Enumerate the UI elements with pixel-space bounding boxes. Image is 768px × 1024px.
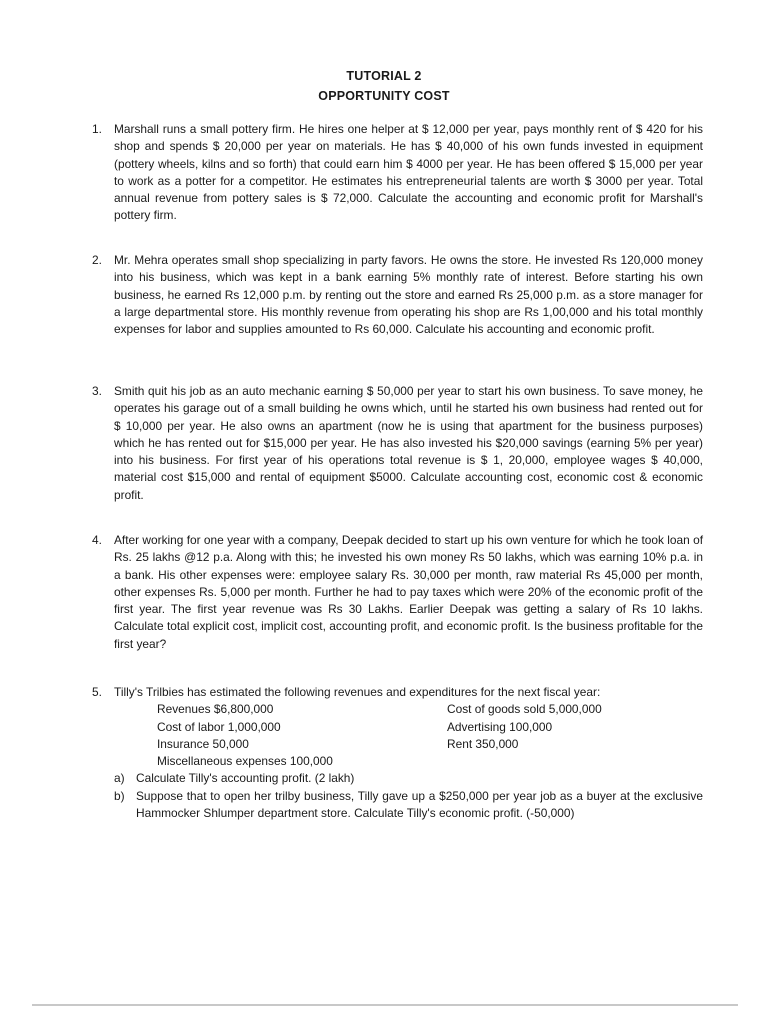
labor-item: Cost of labor 1,000,000 <box>157 719 281 734</box>
question-text: Tilly's Trilbies has estimated the following revenues and expenditures for the next fiscal year: <box>114 685 601 699</box>
sub-question-text: Calculate Tilly's accounting profit. (2 lakh) <box>136 771 355 786</box>
question-1 <box>92 121 703 225</box>
page-title: TUTORIAL 2 <box>346 69 422 83</box>
expense-row <box>92 736 703 753</box>
question-text: After working for one year with a company, Deepak decided to start up his own venture for which he took loan of Rs. 25 lakhs @12 p.a. Along with this; he invested his own money Rs 50 lakhs, which was earning 10% p.a. in a bank. His other expenses were: employee salary Rs. 30,000 per month, raw material Rs 45,000 per month, other expenses Rs. 5,000 per month. Further he had to pay taxes which were 20% of the economic profit of the first year. The first year revenue was Rs 30 Lakhs. Earlier Deepak was getting a salary of Rs 10 lakhs. Calculate total explicit cost, implicit cost, accounting profit, and economic profit. Is the business profitable for the first year? <box>114 533 703 651</box>
insurance-item: Insurance 50,000 <box>157 736 249 751</box>
question-number: 5. <box>92 685 102 699</box>
question-text: Mr. Mehra operates small shop specializing in party favors. He owns the store. He invested Rs 120,000 money into his business, which was kept in a bank earning 5% monthly rate of interest. Before starting his own business, he earned Rs 12,000 p.m. by renting out the store and earned Rs 25,000 p.m. as a store manager for a large departmental store. His monthly revenue from operating his shop are Rs 1,00,000 and his total monthly expenses for labor and supplies amounted to Rs 60,000. Calculate his accounting and economic profit. <box>114 253 703 337</box>
page-subtitle: OPPORTUNITY COST <box>318 89 450 103</box>
sub-question-b <box>114 788 703 823</box>
question-5 <box>92 684 703 822</box>
expense-row <box>92 701 703 718</box>
question-4 <box>92 532 703 653</box>
sub-question-label: a) <box>114 771 125 786</box>
rent-item: Rent 350,000 <box>447 736 519 751</box>
cogs-item: Cost of goods sold 5,000,000 <box>447 702 602 717</box>
sub-question-text: Suppose that to open her trilby business, Tilly gave up a $250,000 per year job as a buyer at the exclusive Hammocker Shlumper department store. Calculate Tilly's economic profit. (-50,000) <box>136 788 703 821</box>
question-3 <box>92 383 703 504</box>
question-number: 3. <box>92 384 102 398</box>
question-number: 2. <box>92 253 102 267</box>
question-2 <box>92 252 703 338</box>
question-number: 1. <box>92 122 102 136</box>
page-bottom-divider <box>32 1004 738 1006</box>
question-number: 4. <box>92 533 102 547</box>
sub-question-a <box>114 770 703 787</box>
expense-row <box>92 753 703 770</box>
expense-row <box>92 719 703 736</box>
sub-question-label: b) <box>114 788 125 803</box>
question-text: Smith quit his job as an auto mechanic earning $ 50,000 per year to start his own business. To save money, he operates his garage out of a small building he owns which, until he started his own business had rented out for $ 10,000 per year. He also owns an apartment (now he is using that apartment for the business purposes) which he has rented out for $15,000 per year. He has also invested his $20,000 savings (earning 5% per year) into his business. For first year of his operations total revenue is $ 1, 20,000, employee wages $ 40,000, material cost $15,000 and rental of equipment $5000. Calculate accounting cost, economic cost & economic profit. <box>114 384 703 502</box>
advertising-item: Advertising 100,000 <box>447 719 553 734</box>
question-text: Marshall runs a small pottery firm. He hires one helper at $ 12,000 per year, pays monthly rent of $ 420 for his shop and spends $ 20,000 per year on materials. He has $ 40,000 of his own funds invested in equipment (pottery wheels, kilns and so forth) that could earn him $ 4000 per year. He has been offered $ 15,000 per year to work as a potter for a competitor. He estimates his entrepreneurial talents are worth $ 3000 per year. Total annual revenue from pottery sales is $ 72,000. Calculate the accounting and economic profit for Marshall's pottery firm. <box>114 122 703 223</box>
revenues-item: Revenues $6,800,000 <box>157 702 274 717</box>
misc-item: Miscellaneous expenses 100,000 <box>157 754 333 769</box>
